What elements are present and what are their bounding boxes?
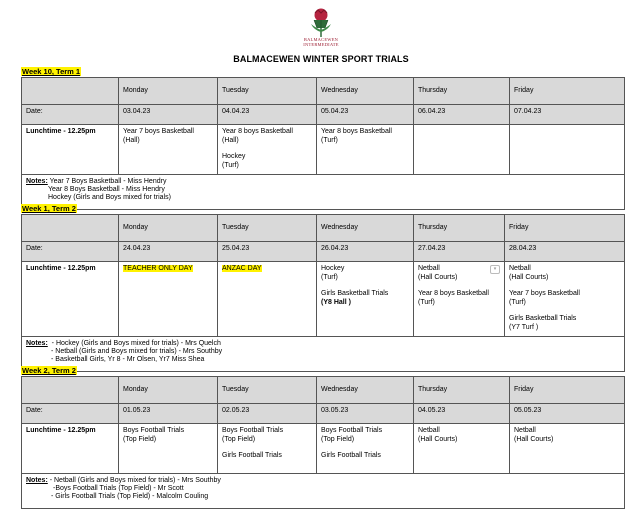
page-title: BALMACEWEN WINTER SPORT TRIALS: [233, 54, 409, 64]
schedule-table: [21, 77, 625, 210]
activity-text: Netball (Hall Courts): [418, 265, 458, 281]
day-cell: Thursday: [414, 215, 505, 242]
activity-cell[interactable]: [119, 262, 218, 337]
day-cell: Wednesday: [317, 215, 414, 242]
date-cell: 28.04.23: [505, 242, 625, 262]
note-line: Year 7 Boys Basketball - Miss Hendry: [47, 178, 167, 185]
note-line: - Netball (Girls and Boys mixed for trials) - Mrs Southby: [51, 348, 223, 355]
day-cell: Wednesday: [317, 78, 414, 105]
date-cell: 07.04.23: [510, 105, 625, 125]
note-line: Year 8 Boys Basketball - Miss Hendry: [48, 186, 165, 193]
date-label: Date:: [22, 242, 119, 262]
activity-text: Hockey (Turf): [222, 153, 246, 169]
activity-text: Girls Basketball Trials (Y7 Turf ): [509, 315, 577, 331]
activity-cell[interactable]: [218, 262, 317, 337]
note-line: Hockey (Girls and Boys mixed for trials): [48, 194, 171, 201]
activity-location: (Y8 Hall ): [321, 298, 351, 306]
activity-text: Girls Basketball Trials: [321, 290, 389, 297]
date-label: Date:: [22, 404, 119, 424]
note-line: - Girls Football Trials (Top Field) - Malcolm Couling: [51, 493, 209, 500]
lunch-label: Lunchtime - 12.25pm: [22, 424, 119, 474]
activity-cell[interactable]: [317, 424, 414, 474]
activity-text: Year 8 boys Basketball (Turf): [321, 128, 392, 144]
date-cell: 25.04.23: [218, 242, 317, 262]
day-cell: Friday: [505, 215, 625, 242]
day-cell: Monday: [119, 78, 218, 105]
day-cell: Friday: [510, 377, 625, 404]
date-cell: 01.05.23: [119, 404, 218, 424]
date-cell: 05.05.23: [510, 404, 625, 424]
notes-cell[interactable]: [22, 337, 625, 372]
activity-cell[interactable]: [510, 424, 625, 474]
logo-line-1: BALMACEWEN: [303, 37, 339, 42]
activity-text: Year 7 boys Basketball (Turf): [509, 290, 580, 306]
notes-label: Notes:: [26, 178, 48, 185]
activity-text: Year 8 boys Basketball (Hall): [222, 128, 293, 144]
notes-cell[interactable]: [22, 175, 625, 210]
anzac-day-highlight: ANZAC DAY: [222, 265, 262, 272]
activity-cell[interactable]: [414, 262, 505, 337]
activity-cell[interactable]: [317, 125, 414, 175]
week-heading: Week 2, Term 2: [22, 366, 76, 375]
day-row: [22, 377, 625, 404]
notes-label: Notes:: [26, 340, 48, 347]
date-cell: 04.05.23: [414, 404, 510, 424]
date-cell: 24.04.23: [119, 242, 218, 262]
empty-header-cell: [22, 215, 119, 242]
lunch-label: Lunchtime - 12.25pm: [22, 125, 119, 175]
lunch-row: [22, 125, 625, 175]
notes-row: [22, 337, 625, 372]
note-line: - Basketball Girls, Yr 8 - Mr Olsen, Yr7 Miss Shea: [51, 356, 205, 363]
logo-text: [271, 37, 371, 47]
activity-text: Boys Football Trials (Top Field): [123, 427, 185, 443]
activity-text: Girls Football Trials: [222, 452, 282, 459]
activity-cell[interactable]: [414, 125, 510, 175]
activity-text: Year 8 boys Basketball (Turf): [418, 290, 489, 306]
date-cell: 03.05.23: [317, 404, 414, 424]
activity-text: Netball (Hall Courts): [514, 427, 554, 443]
date-cell: 06.04.23: [414, 105, 510, 125]
activity-text: Boys Football Trials (Top Field): [222, 427, 284, 443]
lunch-row: [22, 424, 625, 474]
day-cell: Wednesday: [317, 377, 414, 404]
lunch-row: [22, 262, 625, 337]
activity-text: Netball (Hall Courts): [418, 427, 458, 443]
date-row: [22, 242, 625, 262]
day-cell: Friday: [510, 78, 625, 105]
teacher-only-day-highlight: TEACHER ONLY DAY: [123, 265, 193, 272]
day-cell: Thursday: [414, 78, 510, 105]
day-cell: Thursday: [414, 377, 510, 404]
date-cell: 05.04.23: [317, 105, 414, 125]
date-cell: 03.04.23: [119, 105, 218, 125]
date-cell: 27.04.23: [414, 242, 505, 262]
activity-cell[interactable]: [119, 125, 218, 175]
lunch-label: Lunchtime - 12.25pm: [22, 262, 119, 337]
notes-row: [22, 474, 625, 509]
week-heading: Week 10, Term 1: [22, 67, 81, 76]
empty-header-cell: [22, 78, 119, 105]
activity-cell[interactable]: [505, 262, 625, 337]
day-cell: Tuesday: [218, 78, 317, 105]
activity-text: Girls Football Trials: [321, 452, 381, 459]
schedule-table: [21, 376, 625, 509]
activity-text: Netball (Hall Courts): [509, 265, 549, 281]
date-cell: 04.04.23: [218, 105, 317, 125]
activity-text: Hockey (Turf): [321, 265, 345, 281]
day-cell: Tuesday: [218, 377, 317, 404]
day-row: [22, 78, 625, 105]
activity-cell[interactable]: [414, 424, 510, 474]
notes-label: Notes:: [26, 477, 48, 484]
note-line: - Hockey (Girls and Boys mixed for trials) - Mrs Quelch: [47, 340, 221, 347]
activity-text: Boys Football Trials (Top Field): [321, 427, 383, 443]
week-heading: Week 1, Term 2: [22, 204, 76, 213]
note-line: - Netball (Girls and Boys mixed for trials) - Mrs Southby: [47, 477, 221, 484]
date-row: [22, 404, 625, 424]
activity-cell[interactable]: [317, 262, 414, 337]
notes-row: [22, 175, 625, 210]
logo-line-2: INTERMEDIATE: [303, 42, 339, 47]
activity-text: Year 7 boys Basketball (Hall): [123, 128, 194, 144]
date-label: Date:: [22, 105, 119, 125]
chevron-down-icon[interactable]: ▾: [490, 265, 500, 274]
day-row: [22, 215, 625, 242]
activity-cell[interactable]: [218, 424, 317, 474]
note-line: -Boys Football Trials (Top Field) - Mr Scott: [53, 485, 184, 492]
activity-cell[interactable]: [510, 125, 625, 175]
activity-cell[interactable]: [119, 424, 218, 474]
day-cell: Monday: [119, 377, 218, 404]
day-cell: Tuesday: [218, 215, 317, 242]
date-cell: 02.05.23: [218, 404, 317, 424]
thistle-icon: [301, 6, 341, 40]
schedule-table: [21, 214, 625, 372]
notes-cell[interactable]: [22, 474, 625, 509]
activity-cell[interactable]: [218, 125, 317, 175]
date-row: [22, 105, 625, 125]
date-cell: 26.04.23: [317, 242, 414, 262]
day-cell: Monday: [119, 215, 218, 242]
empty-header-cell: [22, 377, 119, 404]
